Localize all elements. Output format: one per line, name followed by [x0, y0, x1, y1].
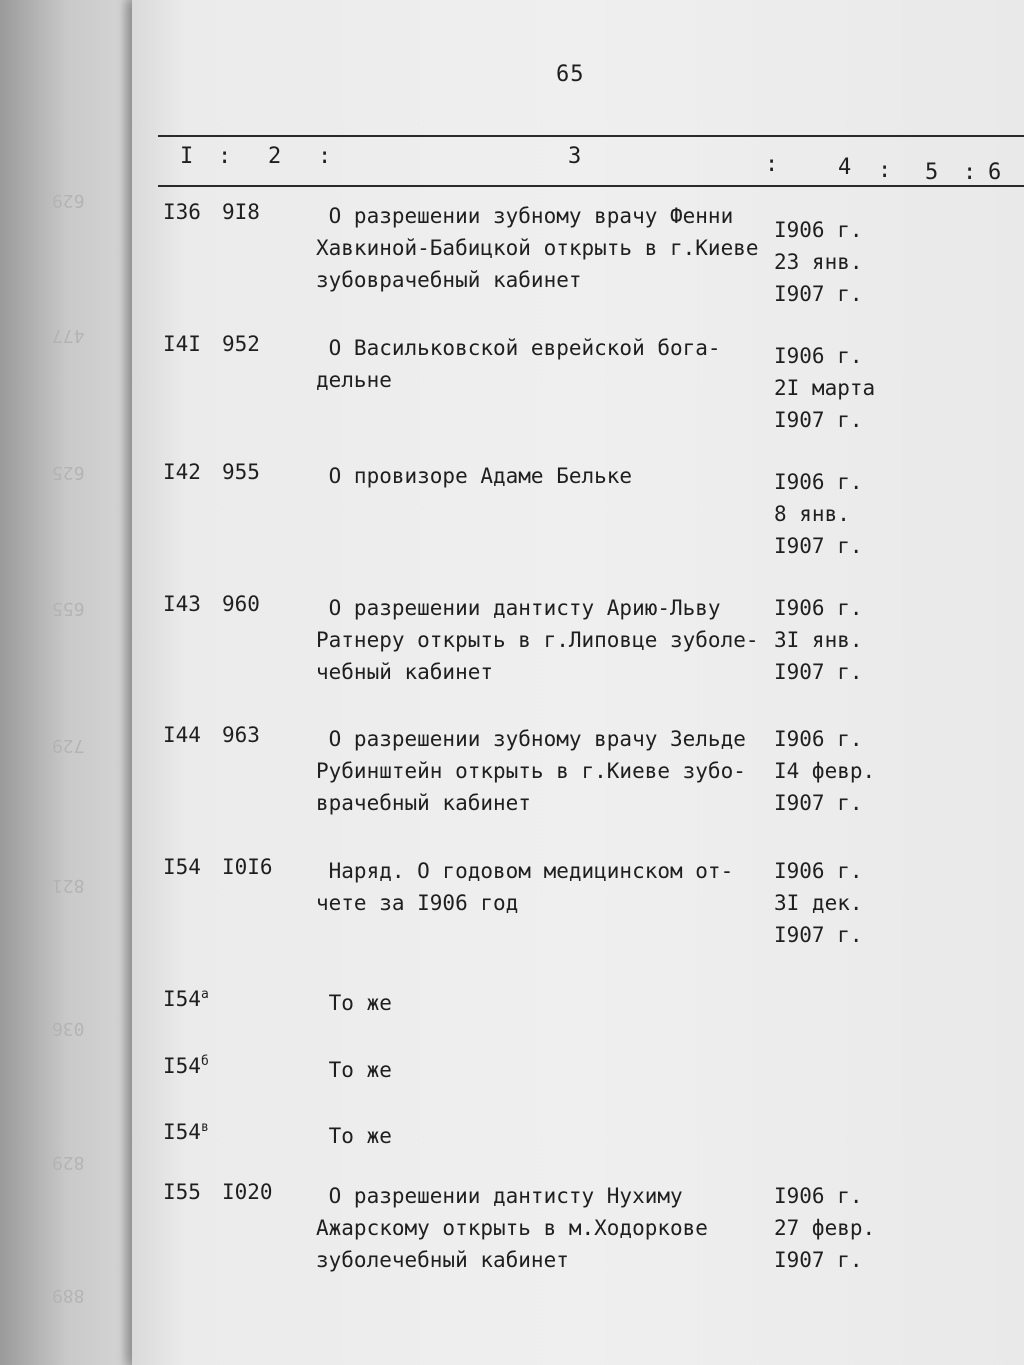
file-number: 960 [222, 592, 260, 616]
left-page-number: 036 [52, 1018, 85, 1039]
entry-letter: в [200, 1120, 209, 1135]
entry-dates: I906 г. 3I янв. I907 г. [774, 596, 863, 684]
column-header-6: 6 [988, 160, 1002, 185]
left-page-number: 625 [52, 462, 85, 483]
entry-title: То же [316, 1058, 392, 1082]
column-separator: : [218, 144, 232, 169]
column-header-4: 4 [838, 155, 852, 180]
entry-dates: I906 г. 2I марта I907 г. [774, 344, 876, 432]
entry-number: I42 [163, 460, 201, 484]
left-page-number: 629 [52, 190, 85, 211]
column-separator: : [878, 158, 892, 183]
column-separator: : [318, 144, 332, 169]
entry-letter: а [200, 987, 209, 1002]
entry-title: О разрешении дантисту Нухиму Ажарскому открыть в м.Ходоркове зуболечебный кабинет [316, 1184, 708, 1272]
column-header-1: I [180, 144, 194, 169]
entry-title: О разрешении зубному врачу Фенни Хавкиной-Бабицкой открыть в г.Киеве зубоврачебный кабинет [316, 204, 759, 292]
left-page-number: 655 [52, 598, 85, 619]
entry-number: I44 [163, 723, 201, 747]
column-header-3: 3 [568, 144, 582, 169]
left-page-number: 729 [52, 735, 85, 756]
entry-number: I55 [163, 1180, 201, 1204]
header-rule-top [158, 135, 1024, 137]
entry-number: I36 [163, 200, 201, 224]
column-header-2: 2 [268, 144, 282, 169]
left-page-number: 821 [52, 875, 85, 896]
entry-number: $I54^в$ [163, 1120, 209, 1144]
entry-title: Наряд. О годовом медицинском от- чете за I906 год [316, 859, 734, 915]
file-number: I020 [222, 1180, 273, 1204]
column-separator: : [765, 152, 779, 177]
entry-dates: I906 г. 27 февр. I907 г. [774, 1184, 876, 1272]
entry-number: $I54^б$ [163, 1054, 209, 1078]
left-page-number: 889 [52, 1285, 85, 1306]
entry-number: I4I [163, 332, 201, 356]
entry-title: То же [316, 1124, 392, 1148]
entry-title: То же [316, 991, 392, 1015]
entry-dates: I906 г. 3I дек. I907 г. [774, 859, 863, 947]
left-page-number: 829 [52, 1152, 85, 1173]
entry-dates: I906 г. 23 янв. I907 г. [774, 218, 863, 306]
left-page-edge [0, 0, 150, 1365]
file-number: 9I8 [222, 200, 260, 224]
entry-number: I54 [163, 855, 201, 879]
header-rule-bottom [158, 185, 1024, 187]
entry-number: I43 [163, 592, 201, 616]
entry-dates: I906 г. I4 февр. I907 г. [774, 727, 876, 815]
file-number: 955 [222, 460, 260, 484]
file-number: I0I6 [222, 855, 273, 879]
entry-title: О разрешении зубному врачу Зельде Рубинштейн открыть в г.Киеве зубо- врачебный кабинет [316, 727, 746, 815]
page-number: 65 [556, 62, 585, 87]
entry-dates: I906 г. 8 янв. I907 г. [774, 470, 863, 558]
column-header-5: 5 [925, 160, 939, 185]
file-number: 963 [222, 723, 260, 747]
entry-letter: б [200, 1054, 209, 1069]
entry-number: $I54^а$ [163, 987, 209, 1011]
entry-title: О Васильковской еврейской бога- дельне [316, 336, 721, 392]
entry-title: О провизоре Адаме Бельке [316, 464, 633, 488]
entry-title: О разрешении дантисту Арию-Льву Ратнеру открыть в г.Липовце зуболе- чебный кабинет [316, 596, 759, 684]
file-number: 952 [222, 332, 260, 356]
column-separator: : [963, 160, 977, 185]
left-page-number: 477 [52, 325, 85, 346]
